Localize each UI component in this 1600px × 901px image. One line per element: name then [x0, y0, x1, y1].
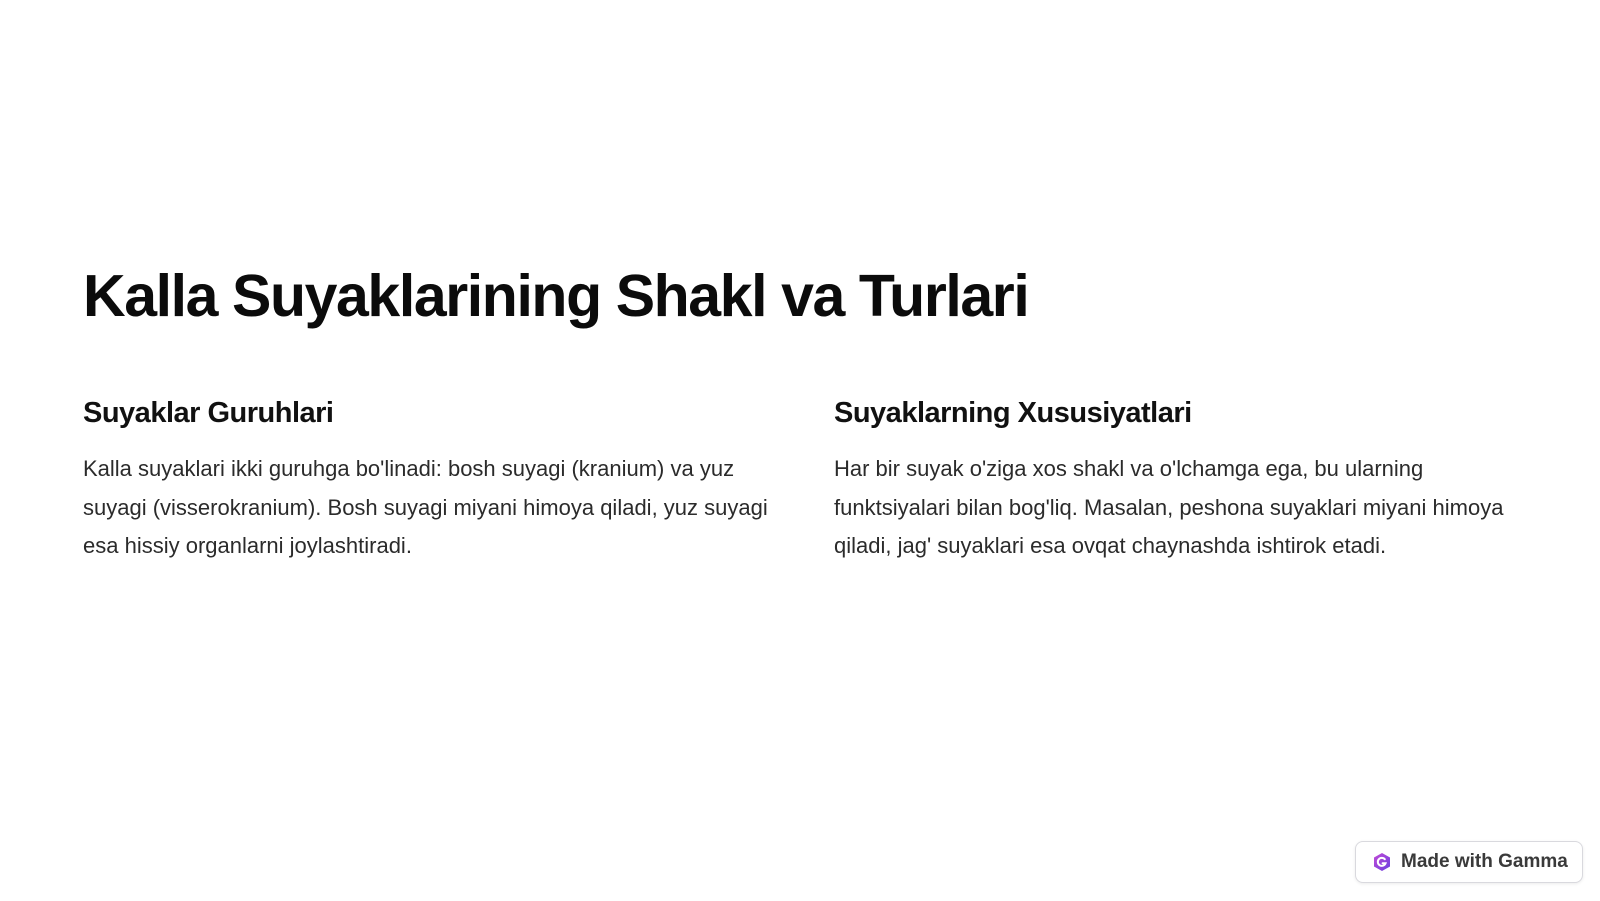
badge-label: Made with Gamma	[1401, 851, 1568, 872]
column-body: Har bir suyak o'ziga xos shakl va o'lchamga ega, bu ularning funktsiyalari bilan bog'liq. Masalan, peshona suyaklari miyani himoya qiladi, jag' suyaklari esa ovqat chaynashda ishtirok etadi.	[834, 456, 1504, 558]
column-bone-properties	[834, 396, 1524, 566]
column-heading: Suyaklar Guruhlari	[83, 397, 334, 429]
column-bone-groups	[83, 396, 783, 566]
gamma-logo-icon	[1372, 852, 1392, 872]
slide-title: Kalla Suyaklarining Shakl va Turlari	[83, 263, 1029, 329]
column-heading: Suyaklarning Xususiyatlari	[834, 397, 1192, 429]
made-with-gamma-button[interactable]	[1355, 841, 1583, 883]
column-body: Kalla suyaklari ikki guruhga bo'linadi: bosh suyagi (kranium) va yuz suyagi (visserokranium). Bosh suyagi miyani himoya qiladi, yuz suyagi esa hissiy organlarni joylashtiradi.	[83, 456, 768, 558]
